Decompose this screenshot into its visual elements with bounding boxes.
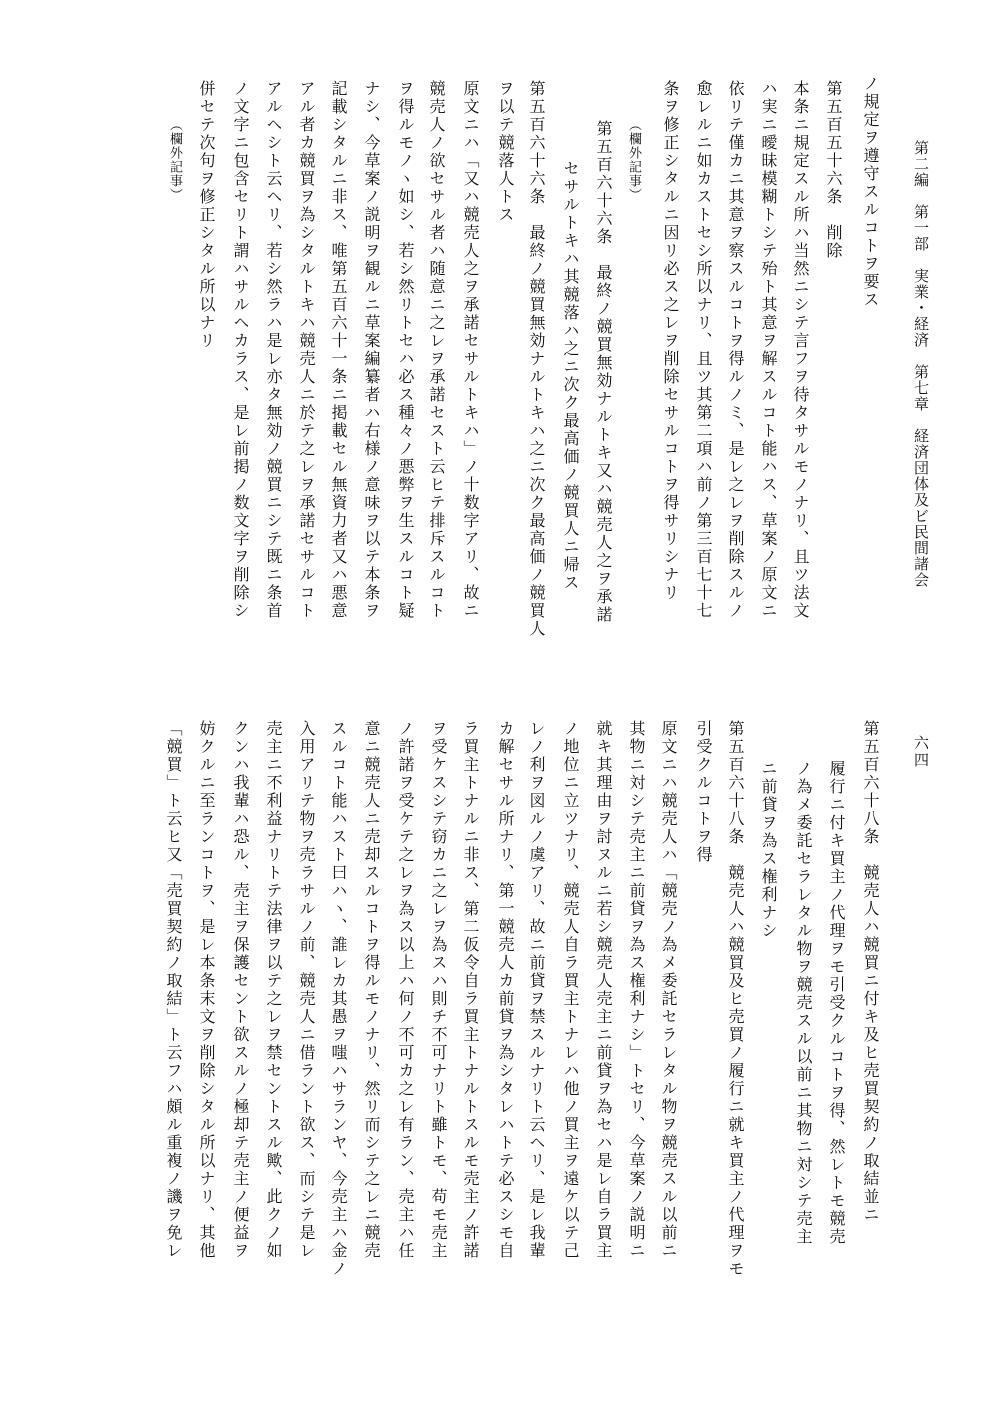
lower-text-line: スルコト能ハスト曰ハヽ、誰レカ其愚ヲ嗤ハサランヤ、今売主ハ金ノ xyxy=(329,720,348,1278)
lower-text-line: ニ前貸ヲ為ス権利ナシ xyxy=(759,760,778,940)
lower-text-line: クンハ我輩ハ恐ル、売主ヲ保護セント欲スルノ極却テ売主ノ便益ヲ xyxy=(231,720,250,1260)
lower-text-line: 其物ニ対シテ売主ニ前貸ヲ為ス権利ナシ」トセリ、今草案ノ説明ニ xyxy=(627,720,646,1260)
lower-text-line: 履行ニ付キ買主ノ代理ヲモ引受クルコトヲ得、然レトモ競売 xyxy=(827,760,846,1246)
upper-text-line: （欄外記事） xyxy=(167,118,182,202)
upper-text-line: 第五百六十六条 最終ノ競買無効ナルトキハ之ニ次ク最高価ノ競買人 xyxy=(527,80,546,638)
upper-text-line: ヲ以テ競落人トス xyxy=(496,80,515,224)
upper-text-line: 第五百五十六条 削除 xyxy=(824,80,843,260)
upper-text-line: 原文ニハ「又ハ競売人之ヲ承諾セサルトキハ」ノ十数字アリ、故ニ xyxy=(461,80,480,620)
upper-text-line: 愈レルニ如カストセシ所以ナリ、且ツ其第二項ハ前ノ第三百七十七 xyxy=(694,80,713,620)
upper-text-line: セサルトキハ其競落ハ之ニ次ク最高価ノ競買人ニ帰ス xyxy=(561,160,580,592)
upper-text-line: ノ規定ヲ遵守スルコトヲ要ス xyxy=(861,75,880,309)
upper-text-line: アルヘシト云ヘリ、若シ然ラハ是レ亦タ無効ノ競買ニシテ既ニ条首 xyxy=(264,80,283,620)
upper-text-line: 記載シタルニ非ス、唯第五百六十一条ニ掲載セル無資力者又ハ悪意 xyxy=(329,80,348,620)
upper-text-line: 条ヲ修正シタルニ因リ必ス之レヲ削除セサルコトヲ得サリシナリ xyxy=(661,80,680,602)
lower-text-line: 売主ニ不利益ナリトテ法律ヲ以テ之レヲ禁セントスル歟、此クノ如 xyxy=(264,720,283,1260)
lower-text-line: 引受クルコトヲ得 xyxy=(694,720,713,864)
lower-text-line: 「競買」ト云ヒ又「売買契約ノ取結」ト云フハ頗ル重複ノ譏ヲ免レ xyxy=(164,720,183,1260)
lower-text-line: 原文ニハ競売人ハ「競売ノ為メ委託セラレタル物ヲ競売スル以前ニ xyxy=(659,720,678,1260)
lower-text-line: 第五百六十八条 競売人ハ競買及ヒ売買ノ履行ニ就キ買主ノ代理ヲモ xyxy=(726,720,745,1278)
upper-text-line: 本条ニ規定スル所ハ当然ニシテ言フヲ待タサルモノナリ、且ツ法文 xyxy=(791,80,810,620)
lower-text-line: ヲ受ケスシテ窃カニ之レヲ為スハ則チ不可ナリト雖トモ、苟モ売主 xyxy=(429,720,448,1260)
upper-text-line: 競売人ノ欲セサル者ハ随意ニ之レヲ承諾セスト云ヒテ排斥スルコト xyxy=(427,80,446,620)
upper-text-line: アル者カ競買ヲ為シタルトキハ競売人ニ於テ之レヲ承諾セサルコト xyxy=(297,80,316,620)
lower-text-line: ラ買主トナルニ非ス、第二仮令自ラ買主トナルトスルモ売主ノ許諾 xyxy=(461,720,480,1260)
upper-text-line: ナシ、今草案ノ説明ヲ観ルニ草案編纂者ハ右様ノ意味ヲ以テ本条ヲ xyxy=(362,80,381,620)
lower-text-line: 入用アリテ物ヲ売ラサルノ前、競売人ニ借ラント欲ス、而シテ是レ xyxy=(297,720,316,1260)
lower-text-line: ノ許諾ヲ受ケテ之レヲ為ス以上ハ何ノ不可カ之レ有ラン、売主ハ任 xyxy=(396,720,415,1260)
lower-text-line: レノ利ヲ図ルノ虞アリ、故ニ前貸ヲ禁スルナリト云ヘリ、是レ我輩 xyxy=(527,720,546,1260)
upper-text-line: ノ文字ニ包含セリト謂ハサルヘカラス、是レ前掲ノ数文字ヲ削除シ xyxy=(231,80,250,620)
page-number: 六四 xyxy=(912,735,930,769)
lower-text-line: カ解セサル所ナリ、第一競売人カ前貸ヲ為シタレハトテ必スシモ自 xyxy=(496,720,515,1260)
upper-text-line: 依リテ僅カニ其意ヲ察スルコトヲ得ルノミ、是レ之レヲ削除スルノ xyxy=(726,80,745,620)
lower-text-line: 第五百六十八条 競売人ハ競買ニ付キ及ヒ売買契約ノ取結並ニ xyxy=(861,720,880,1224)
upper-text-line: ヲ得ルモノヽ如シ、若シ然リトセハ必ス種々ノ悪弊ヲ生スルコト疑 xyxy=(396,80,415,620)
lower-text-line: 妨クルニ至ランコトヲ、是レ本条末文ヲ削除シタル所以ナリ、其他 xyxy=(197,720,216,1260)
lower-text-line: 意ニ競売人ニ売却スルコトヲ得ルモノナリ、然リ而シテ之レニ競売 xyxy=(362,720,381,1260)
running-header: 第二編 第一部 実業・経済 第七章 経済団体及ビ民間諸会 xyxy=(912,140,930,588)
lower-text-line: ノ為メ委託セラレタル物ヲ競売スル以前ニ其物ニ対シテ売主 xyxy=(794,760,813,1246)
upper-text-line: ハ実ニ曖昧模糊トシテ殆ト其意ヲ解スルコト能ハス、草案ノ原文ニ xyxy=(759,80,778,620)
lower-text-line: ノ地位ニ立ツナリ、競売人自ラ買主トナレハ他ノ買主ヲ遠ケ以テ己 xyxy=(561,720,580,1260)
upper-text-line: 併セテ次句ヲ修正シタル所以ナリ xyxy=(197,80,216,350)
upper-text-line: （欄外記事） xyxy=(626,118,641,202)
lower-text-line: 就キ其理由ヲ討ヌルニ若シ競売人売主ニ前貸ヲ為セハ是レ自ラ買主 xyxy=(594,720,613,1260)
upper-text-line: 第五百六十六条 最終ノ競買無効ナルトキ又ハ競売人之ヲ承諾 xyxy=(594,120,613,624)
